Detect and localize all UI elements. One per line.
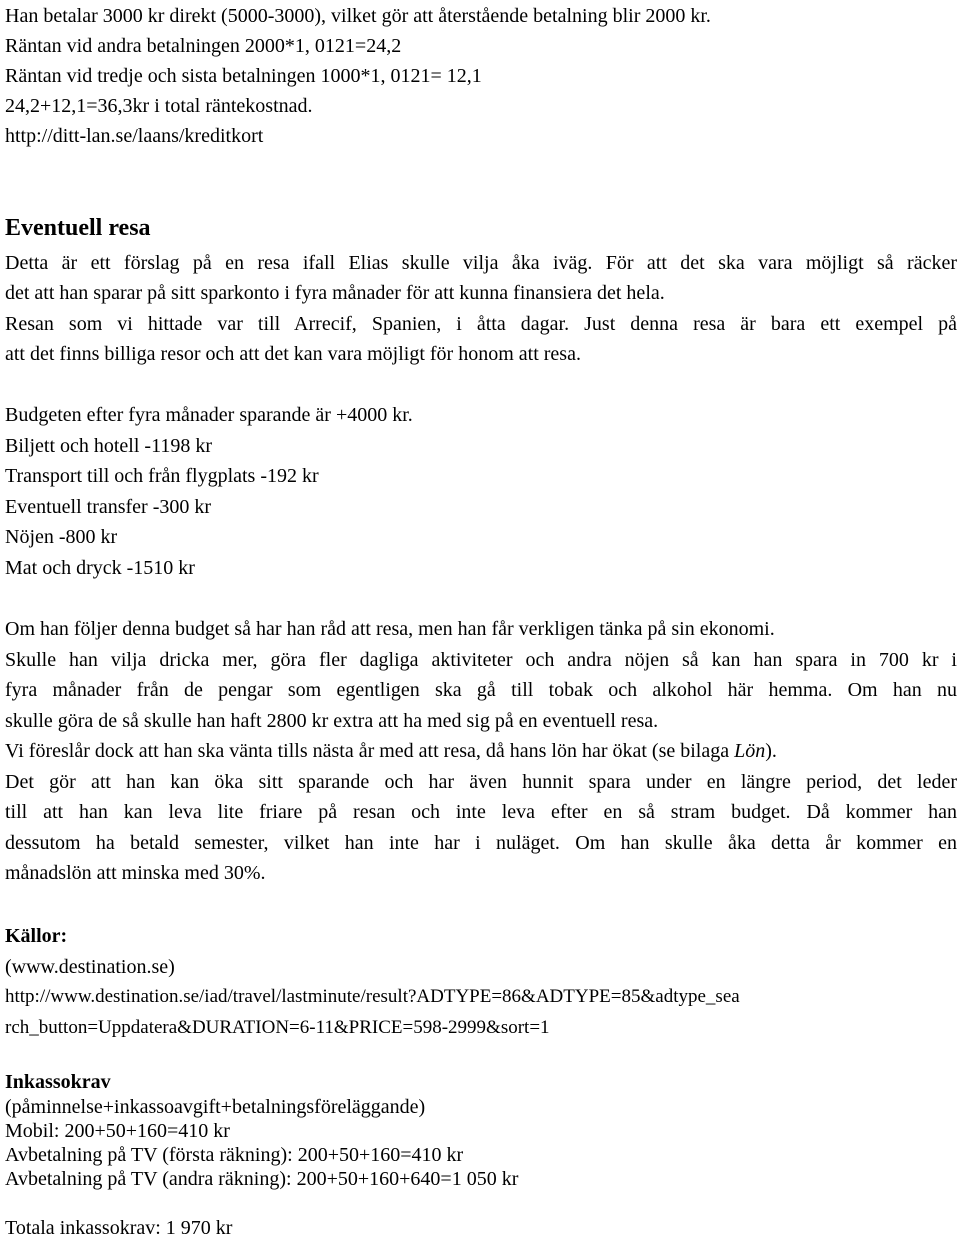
intro-line-1: Han betalar 3000 kr direkt (5000-3000), vilket gör att återstående betalning blir 2000 kr.: [5, 5, 711, 27]
budget-line: Biljett och hotell -1198 kr: [5, 435, 213, 457]
budget-line: Eventuell transfer -300 kr: [5, 496, 212, 518]
trip-paragraph-2-line: fyra månader från de pengar som egentligen ska gå till tobak och alkohol här hemma. Om han nu: [5, 679, 957, 701]
budget-line: Budgeten efter fyra månader sparande är +4000 kr.: [5, 404, 413, 426]
trip-paragraph-1-line: att det finns billiga resor och att det kan vara möjligt för honom att resa.: [5, 343, 581, 365]
intro-link: http://ditt-lan.se/laans/kreditkort: [5, 125, 264, 147]
collection-total: Totala inkassokrav: 1 970 kr: [5, 1217, 233, 1239]
trip-paragraph-1-line: Resan som vi hittade var till Arrecif, Spanien, i åtta dagar. Just denna resa är bara ett exempel på: [5, 313, 957, 335]
p3-start-text: Vi föreslår dock att han ska vänta tills nästa år med att resa, då hans lön har ökat (se bilaga: [5, 740, 735, 762]
collection-line: (påminnelse+inkassoavgift+betalningsföreläggande): [5, 1096, 426, 1118]
collection-heading: Inkassokrav: [5, 1071, 111, 1093]
collection-line: Avbetalning på TV (andra räkning): 200+50+160+640=1 050 kr: [5, 1168, 519, 1190]
budget-line: Transport till och från flygplats -192 kr: [5, 465, 319, 487]
budget-line: Nöjen -800 kr: [5, 526, 118, 548]
trip-paragraph-2-line: Skulle han vilja dricka mer, göra fler dagliga aktiviteter och andra nöjen så kan han spara in 700 kr i: [5, 649, 957, 671]
trip-paragraph-3-line: till att han kan leva lite friare på resan och inte leva efter en så stram budget. Då kommer han: [5, 801, 957, 823]
trip-paragraph-3-line: Det gör att han kan öka sitt sparande och har även hunnit spara under en längre period, det leder: [5, 771, 957, 793]
sources-heading: Källor:: [5, 925, 68, 947]
intro-line-3: Räntan vid tredje och sista betalningen 1000*1, 0121= 12,1: [5, 65, 482, 87]
trip-paragraph-3-line: dessutom ha betald semester, vilket han inte har i nuläget. Om han skulle åka detta år kommer en: [5, 832, 957, 854]
intro-line-2: Räntan vid andra betalningen 2000*1, 0121=24,2: [5, 35, 402, 57]
collection-line: Mobil: 200+50+160=410 kr: [5, 1120, 230, 1142]
trip-paragraph-3-first-line: [5, 739, 777, 763]
sources-url-line-2: rch_button=Uppdatera&DURATION=6-11&PRICE=598-2999&sort=1: [5, 1017, 550, 1038]
trip-heading: Eventuell resa: [5, 215, 151, 241]
intro-line-4: 24,2+12,1=36,3kr i total räntekostnad.: [5, 95, 313, 117]
sources-url-line-1: http://www.destination.se/iad/travel/lastminute/result?ADTYPE=86&ADTYPE=85&adtype_sea: [5, 986, 740, 1007]
p3-end-text: ).: [765, 740, 777, 762]
budget-line: Mat och dryck -1510 kr: [5, 557, 195, 579]
trip-paragraph-3-line: månadslön att minska med 30%.: [5, 862, 266, 884]
trip-paragraph-2-line: Om han följer denna budget så har han råd att resa, men han får verkligen tänka på sin ekonomi.: [5, 618, 775, 640]
attachment-reference: Lön: [734, 740, 766, 762]
trip-paragraph-1-line: Detta är ett förslag på en resa ifall Elias skulle vilja åka iväg. För att det ska vara möjligt så räcker: [5, 252, 957, 274]
sources-site: (www.destination.se): [5, 956, 175, 978]
collection-line: Avbetalning på TV (första räkning): 200+50+160=410 kr: [5, 1144, 464, 1166]
trip-paragraph-1-line: det att han sparar på sitt sparkonto i fyra månader för att kunna finansiera det hela.: [5, 282, 665, 304]
trip-paragraph-2-line: skulle göra de så skulle han haft 2800 kr extra att ha med sig på en eventuell resa.: [5, 710, 659, 732]
